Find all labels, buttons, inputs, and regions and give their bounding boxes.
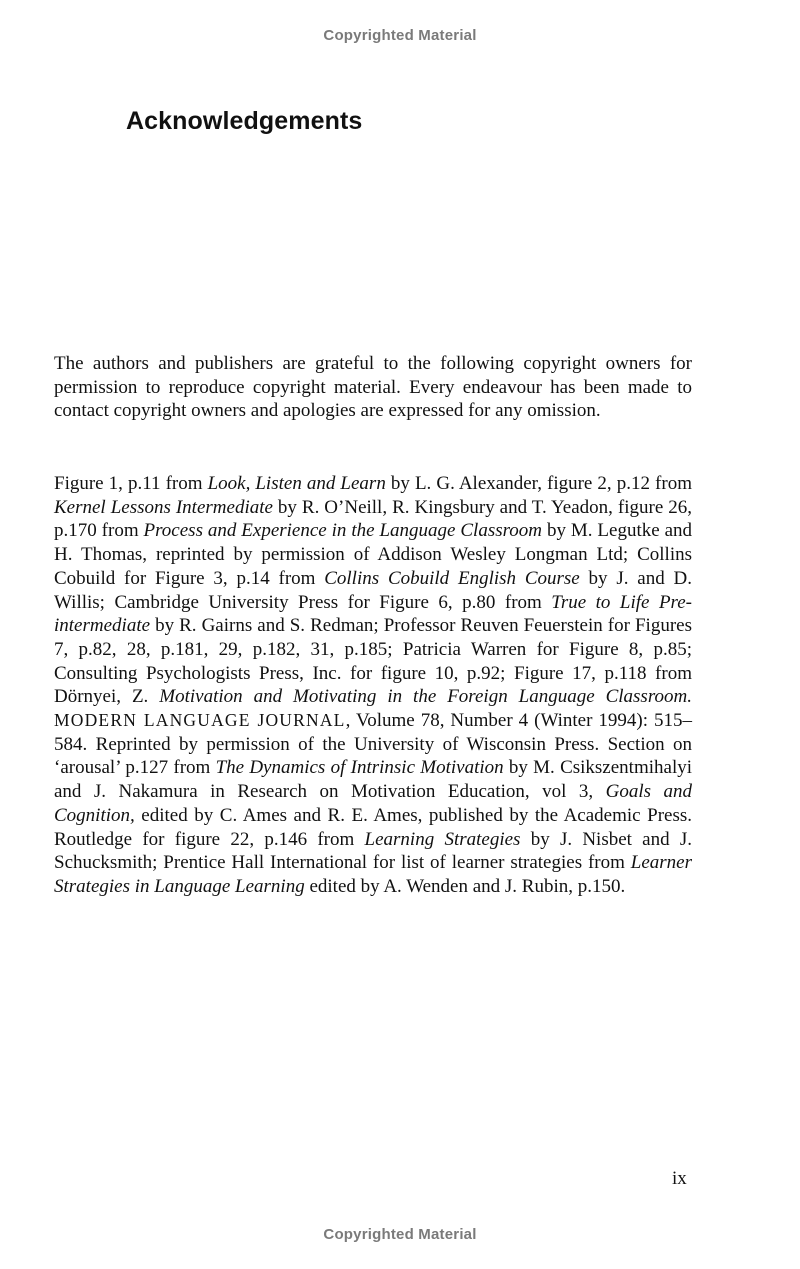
credits-paragraph [54, 472, 692, 899]
credits-text: Figure 1, p.11 from [54, 473, 208, 494]
credits-text: by M. Legutke and H. Thomas, reprinted by permission of Addison Wesley Longman Ltd; Collins Cobuild for Figure 3, p.14 from [54, 520, 693, 589]
book-title-true-to-life: True to Life Pre-intermediate [54, 591, 692, 637]
copyright-watermark-bottom: Copyrighted Material [323, 1226, 477, 1243]
credits-text: edited by A. Wenden and J. Rubin, p.150. [304, 875, 626, 897]
page-title: Acknowledgements [126, 107, 363, 135]
book-title-goals-and-cognition: Goals and Cognition, [54, 781, 692, 826]
book-title-motivation-and-motivating: Motivation and Motivating in the Foreign Language Classroom. [159, 686, 692, 708]
credits-text: by R. Gairns and S. Redman; Professor Reuven Feuerstein for Figures 7, p.82, 28, p.181, 29, p.182, 31, p.185; Patricia Warren for Figure 8, p.85; Consulting Psychologists Press, Inc. for figure 10, p.92; Figure 17, p.118 from Dörnyei, Z. [54, 615, 692, 708]
journal-title: MODERN LANGUAGE JOURNAL [54, 710, 346, 731]
credits-text: by J. and D. Willis; Cambridge University Press for Figure 6, p.80 from [54, 567, 692, 613]
credits-text: by J. Nisbet and J. Schucksmith; Prentice Hall International for list of learner strategies from [54, 828, 693, 874]
intro-paragraph: The authors and publishers are grateful to the following copyright owners for permission to reproduce copyright material. Every endeavour has been made to contact copyright owners and apologies are expressed for any omission. [54, 353, 692, 422]
credits-text: by R. O’Neill, R. Kingsbury and T. Yeadon, figure 26, p.170 from [54, 496, 692, 542]
book-title-process-and-experience: Process and Experience in the Language Classroom [143, 520, 543, 542]
book-title-kernel-lessons: Kernel Lessons Intermediate [54, 496, 273, 518]
credits-text: by M. Csikszentmihalyi and J. Nakamura in Research on Motivation Education, vol 3, [54, 757, 692, 803]
book-title-learner-strategies: Learner Strategies in Language Learning [54, 852, 692, 897]
copyright-watermark-top: Copyrighted Material [323, 27, 477, 44]
credits-text: edited by C. Ames and R. E. Ames, published by the Academic Press. Routledge for figure 22, p.146 from [54, 804, 692, 850]
book-title-learning-strategies: Learning Strategies [364, 828, 521, 850]
credits-text: by L. G. Alexander, figure 2, p.12 from [385, 473, 692, 494]
page-number: ix [672, 1168, 687, 1189]
book-title-look-listen-learn: Look, Listen and Learn [207, 473, 386, 494]
book-title-dynamics-of-intrinsic-motivation: The Dynamics of Intrinsic Motivation [215, 757, 504, 779]
credits-text: , Volume 78, Number 4 (Winter 1994): 515–584. Reprinted by permission of the University of Wisconsin Press. Section on ‘arousal’ p.127 from [54, 710, 692, 779]
book-title-collins-cobuild: Collins Cobuild English Course [324, 567, 580, 589]
